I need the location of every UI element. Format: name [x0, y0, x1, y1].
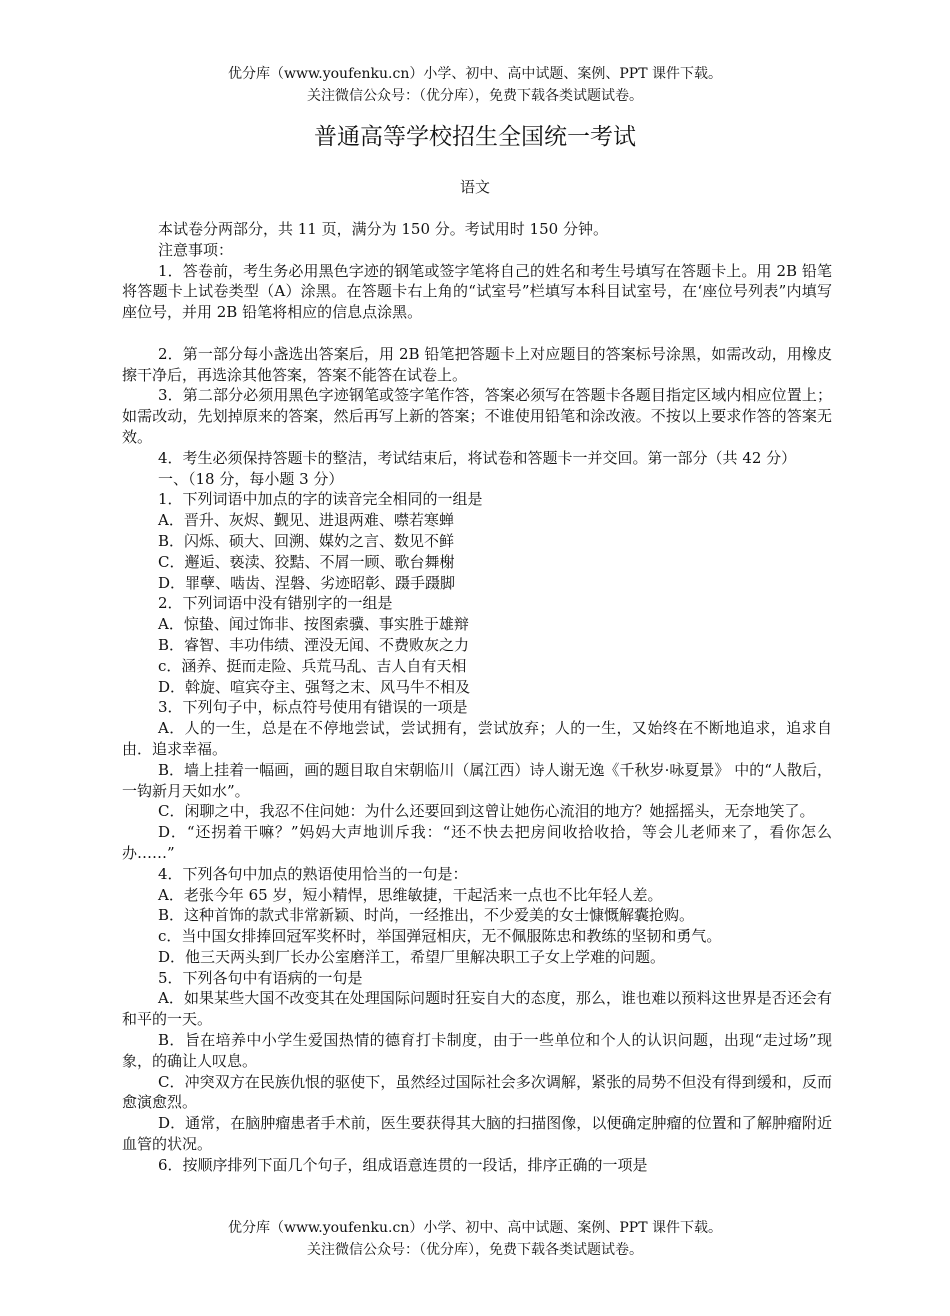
header-line-2: 关注微信公众号：（优分库），免费下载各类试题试卷。: [307, 88, 643, 104]
option: C．冲突双方在民族仇恨的驱使下，虽然经过国际社会多次调解，紧张的局势不但没有得到缓和，反而愈演愈烈。: [122, 1072, 832, 1112]
option: B．墙上挂着一幅画，画的题目取自宋朝临川（属江西）诗人谢无逸《千秋岁·咏夏景》 中的“人散后，一钩新月天如水”。: [122, 760, 832, 800]
option: c．涵养、挺而走险、兵荒马乱、吉人自有天相: [158, 656, 467, 675]
option: B．这种首饰的款式非常新颖、时尚，一经推出，不少爱美的女士慷慨解囊抢购。: [158, 906, 695, 925]
option: B．睿智、丰功伟绩、湮没无闻、不费败灰之力: [158, 635, 470, 654]
option: A．人的一生，总是在不停地尝试，尝试拥有，尝试放弃；人的一生，又始终在不断地追求，追求自由．追求幸福。: [122, 719, 832, 758]
paragraph: 2．第一部分每小盏选出答案后，用 2B 铅笔把答题卡上对应题目的答案标号涂黑，如需改动，用橡皮擦干净后，再选涂其他答案，答案不能答在试卷上。: [122, 344, 832, 384]
question: 4．下列各句中加点的熟语使用恰当的一句是：: [158, 864, 468, 883]
question: 5．下列各句中有语病的一句是: [158, 968, 363, 987]
paragraph: 3．第二部分必须用黑色字迹钢笔或签字笔作答，答案必须写在答题卡各题目指定区域内相应位置上；如需改动，先划掉原来的答案，然后再写上新的答案；不谁使用铅笔和涂改液。不按以上要求作答的答案无效。: [122, 386, 832, 446]
footer-line-2: 关注微信公众号：（优分库），免费下载各类试题试卷。: [307, 1242, 643, 1258]
paragraph: 4．考生必须保持答题卡的整洁，考试结束后，将试卷和答题卡一并交回。第一部分（共 42 分）: [158, 448, 797, 467]
subject-heading: 语文: [459, 178, 490, 196]
paragraph: 注意事项：: [158, 240, 234, 259]
page-title: 普通高等学校招生全国统一考试: [314, 124, 636, 150]
option: C．邂逅、亵渎、狡黠、不屑一顾、歌台舞榭: [158, 552, 455, 571]
option: D．斡旋、喧宾夺主、强弩之末、风马牛不相及: [158, 677, 471, 696]
option: B．旨在培养中小学生爱国热情的德育打卡制度，由于一些单位和个人的认识问题，出现“走过场”现象，的确让人叹息。: [122, 1031, 832, 1070]
paragraph: 本试卷分两部分，共 11 页，满分为 150 分。考试用时 150 分钟。: [158, 220, 608, 238]
option: A．晋升、灰烬、觐见、进退两难、噤若寒蝉: [158, 511, 454, 530]
option: D．他三天两头到厂长办公室磨洋工，希望厂里解决职工子女上学难的问题。: [158, 947, 666, 966]
option: c．当中国女排捧回冠军奖杯时，举国弹冠相庆，无不佩服陈忠和教练的坚韧和勇气。: [158, 927, 722, 946]
section-heading: 一、（18 分，每小题 3 分）: [158, 469, 344, 488]
option: C．闲聊之中，我忍不住问她：为什么还要回到这曾让她伤心流泪的地方？她摇摇头，无奈地笑了。: [158, 802, 815, 821]
question: 2．下列词语中没有错别字的一组是: [158, 594, 393, 613]
option: D．罪孽、啮齿、涅磐、劣迹昭彰、蹑手蹑脚: [158, 573, 456, 592]
question: 1．下列词语中加点的字的读音完全相同的一组是: [158, 490, 483, 509]
option: D．通常，在脑肿瘤患者手术前，医生要获得其大脑的扫描图像，以便确定肿瘤的位置和了解肿瘤附近血管的状况。: [122, 1114, 832, 1154]
question: 3．下列句子中，标点符号使用有错误的一项是: [158, 698, 468, 717]
option: A．老张今年 65 岁，短小精悍，思维敏捷，干起活来一点也不比年轻人差。: [158, 885, 663, 904]
option: A．惊蛰、闻过饰非、按图索骥、事实胜于雄辩: [158, 615, 469, 634]
paragraph: 1．答卷前，考生务必用黑色字迹的钢笔或签字笔将自己的姓名和考生号填写在答题卡上。用 2B 铅笔将答题卡上试卷类型（A）涂黑。在答题卡右上角的“试室号”栏填写本科目试室号，在‘座位号列表”内填写座位号，并用 2B 铅笔将相应的信息点涂黑。: [122, 261, 832, 322]
header-line-1: 优分库（www.youfenku.cn）小学、初中、高中试题、案例、PPT 课件下载。: [227, 66, 722, 82]
footer-line-1: 优分库（www.youfenku.cn）小学、初中、高中试题、案例、PPT 课件下载。: [227, 1220, 722, 1236]
document-body: [122, 219, 832, 1176]
option: A．如果某些大国不改变其在处理国际问题时狂妄自大的态度，那么，谁也难以预料这世界是否还会有和平的一天。: [122, 989, 832, 1029]
option: B．闪烁、硕大、回溯、媒妁之言、数见不鲜: [158, 531, 455, 550]
option: D．“还拐着干嘛？”妈妈大声地训斥我：“还不快去把房间收拾收拾，等会儿老师来了，看你怎么办……”: [122, 823, 832, 862]
question: 6．按顺序排列下面几个句子，组成语意连贯的一段话，排序正确的一项是: [158, 1155, 648, 1174]
